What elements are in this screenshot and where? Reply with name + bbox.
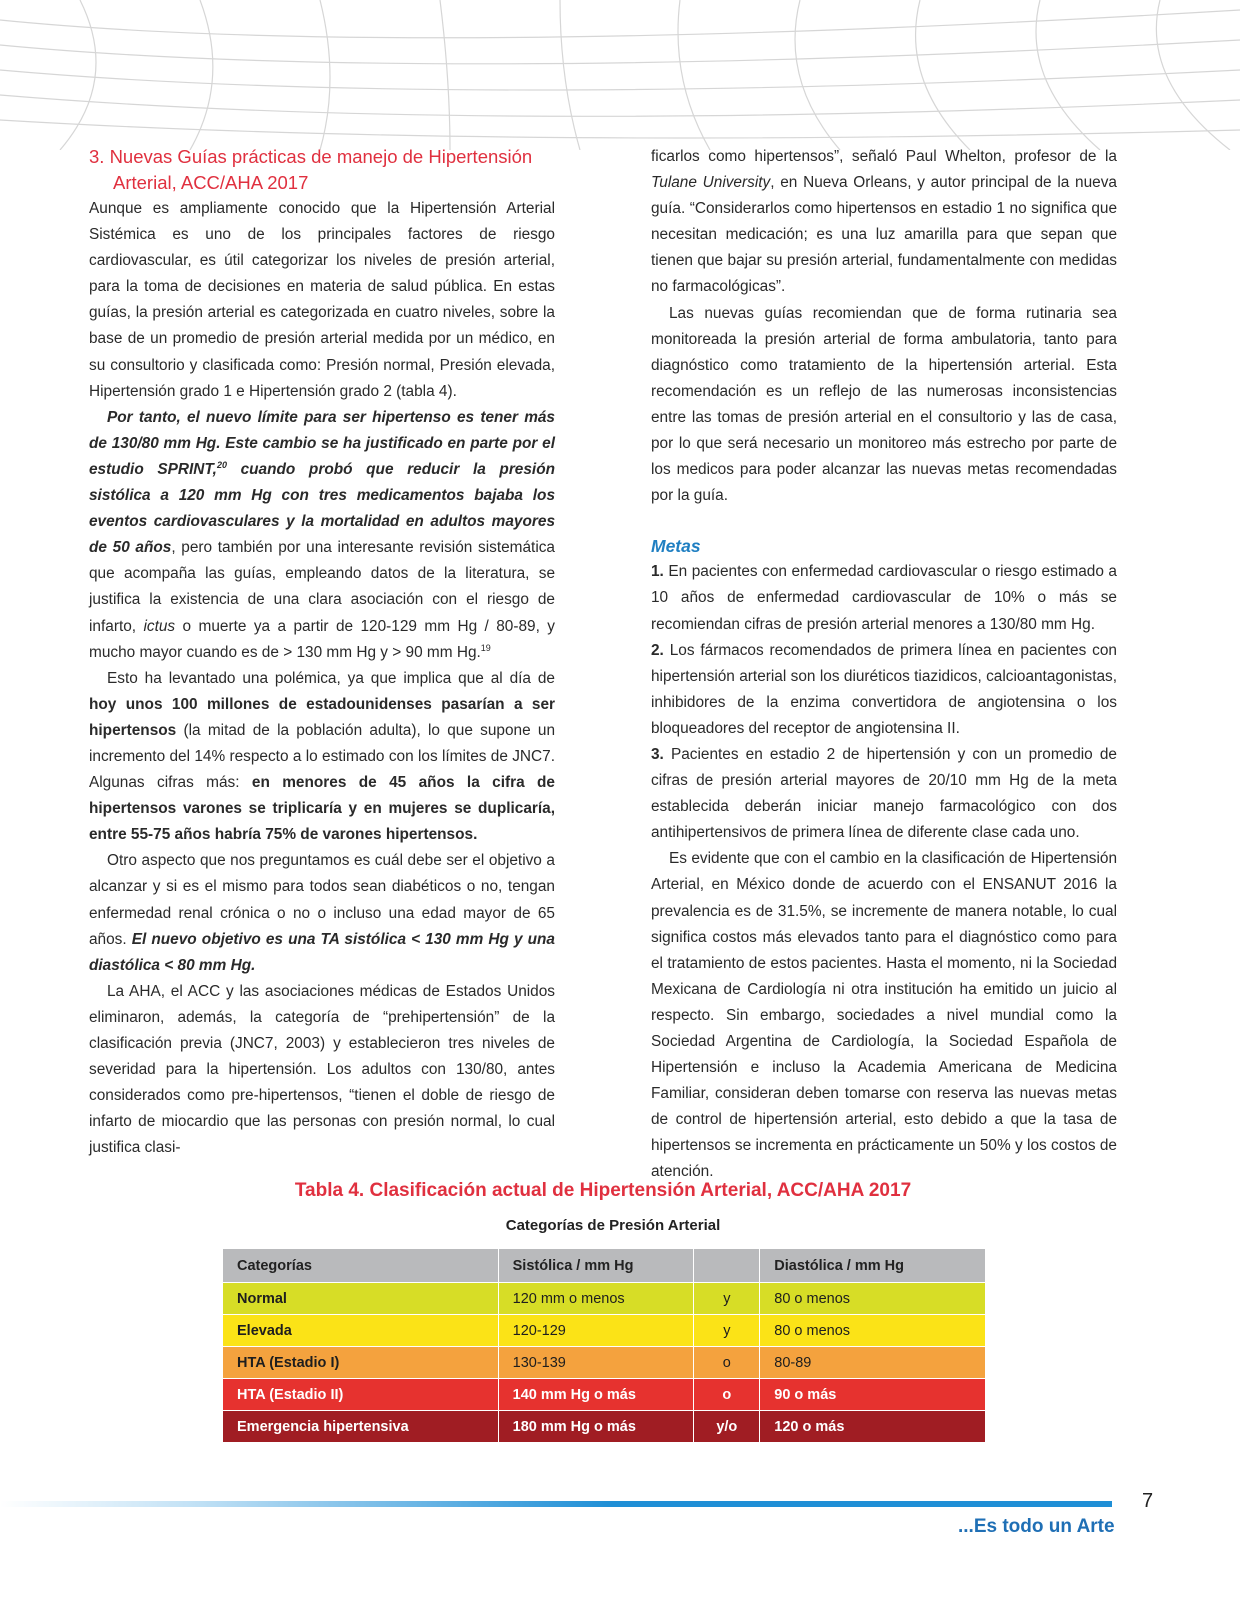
diastolic-cell: 80 o menos <box>760 1283 986 1315</box>
diastolic-cell: 80-89 <box>760 1347 986 1379</box>
table-row <box>223 1347 986 1379</box>
table-row <box>223 1315 986 1347</box>
header-systolic: Sistólica / mm Hg <box>498 1249 694 1283</box>
text-controversy-a: Esto ha levantado una polémica, ya que implica que al día de <box>107 669 555 687</box>
category-cell: Elevada <box>223 1315 499 1347</box>
conjunction-cell: o <box>694 1347 760 1379</box>
table-title: Tabla 4. Clasificación actual de Hipertensión Arterial, ACC/AHA 2017 <box>294 1180 912 1201</box>
paragraph-objective <box>89 848 555 978</box>
systolic-cell: 180 mm Hg o más <box>498 1411 694 1443</box>
diastolic-cell: 120 o más <box>760 1411 986 1443</box>
paragraph-whelton <box>651 144 1117 301</box>
paragraph-aha-acc: La AHA, el ACC y las asociaciones médicas de Estados Unidos eliminaron, además, la categoría de “prehipertensión” de la clasificación previa (JNC7, 2003) y establecieron tres niveles de severidad para la hipertensión. Los adultos con 130/80, antes considerados como pre-hipertensos, “tienen el doble de riesgo de infarto de miocardio que las personas con presión normal, lo cual justifica clasi- <box>89 982 555 1157</box>
table-header-row <box>223 1249 986 1283</box>
category-cell: Normal <box>223 1283 499 1315</box>
bold-figures: en menores de 45 años la cifra de hipertensos varones se triplicaría y en mujeres se duplicaría, entre 55-75 años habría 75% de varones hipertensos. <box>89 774 555 844</box>
section-title-line1: 3. Nuevas Guías prácticas de manejo de Hipertensión <box>89 146 533 167</box>
conjunction-cell: y <box>694 1283 760 1315</box>
table-row <box>223 1411 986 1443</box>
header-conjunction <box>694 1249 760 1283</box>
text-whelton-a: ficarlos como hipertensos”, señaló Paul Whelton, profesor de la <box>651 148 1117 165</box>
diastolic-cell: 90 o más <box>760 1379 986 1411</box>
systolic-cell: 120 mm o menos <box>498 1283 694 1315</box>
systolic-cell: 120-129 <box>498 1315 694 1347</box>
text-controversy-b: (la mitad de la población adulta), lo que supone un incremento del 14% respecto a lo estimado con los límites de JNC7. Algunas cifras más: <box>89 721 555 792</box>
conjunction-cell: o <box>694 1379 760 1411</box>
decorative-grid-background <box>0 0 1240 150</box>
paragraph-controversy <box>89 666 555 849</box>
text-tulane: Tulane University <box>651 174 771 192</box>
section-title <box>89 144 555 196</box>
conjunction-cell: y/o <box>694 1411 760 1443</box>
bold-sprint: cuando probó que reducir la presión sistólica a 120 mm Hg con tres medicamentos bajaba los eventos cardiovasculares y la mortalidad en adultos mayores de 50 años <box>89 460 556 557</box>
header-categories: Categorías <box>223 1249 499 1283</box>
text-death: o muerte ya a partir de 120-129 mm Hg / 80-89, y mucho mayor cuando es de > 130 mm Hg y > 90 mm Hg. <box>89 617 555 661</box>
systolic-cell: 140 mm Hg o más <box>498 1379 694 1411</box>
table-subtitle: Categorías de Presión Arterial <box>505 1217 721 1234</box>
footer-tagline: ...Es todo un Arte <box>958 1516 1115 1537</box>
category-cell: Emergencia hipertensiva <box>223 1411 499 1443</box>
section-title-line2: Arterial, ACC/AHA 2017 <box>113 172 309 193</box>
text-ictus: ictus <box>143 617 176 635</box>
page-number: 7 <box>1142 1490 1154 1512</box>
citation-19: 19 <box>480 642 491 653</box>
paragraph-intro: Aunque es ampliamente conocido que la Hipertensión Arterial Sistémica es uno de los principales factores de riesgo cardiovascular, es útil categorizar los niveles de presión arterial, para la toma de decisiones en materia de salud pública. En estas guías, la presión arterial es categorizada en cuatro niveles, sobre la base de un promedio de presión arterial medida por un médico, en su consultorio y clasificada como: Presión normal, Presión elevada, Hipertensión grado 1 e Hipertensión grado 2 (tabla 4). <box>89 200 555 400</box>
text-whelton-b: , en Nueva Orleans, y autor principal de la nueva guía. “Considerarlos como hipertensos en estadio 1 no significa que necesitan medicación; es una luz amarilla para que sepan que tienen que bajar su presión arterial, fundamentalmente con medidas no farmacológicas”. <box>651 174 1117 296</box>
meta-number-2: 2. <box>651 641 664 659</box>
right-column <box>651 144 1117 1186</box>
text-review: , pero también por una interesante revisión sistemática que acompaña las guías, empleando datos de la literatura, se justifica la existencia de una clara asociación con el riesgo de infarto, <box>89 539 555 635</box>
meta-item-2 <box>651 638 1117 742</box>
left-column <box>89 144 555 1161</box>
diastolic-cell: 80 o menos <box>760 1315 986 1347</box>
paragraph-new-limit <box>89 405 555 666</box>
paragraph-mexico: Es evidente que con el cambio en la clasificación de Hipertensión Arterial, en México donde de acuerdo con el ENSANUT 2016 la prevalencia es de 31.5%, se incremente de manera notable, lo cual significa costos más elevados tanto para el diagnóstico como para el tratamiento de estos pacientes. Hasta el momento, ni la Sociedad Mexicana de Cardiología ni otra institución ha emitido un juicio al respecto. Sin embargo, sociedades a nivel mundial como la Sociedad Argentina de Cardiología, la Sociedad Española de Hipertensión e incluso la Academia Americana de Medicina Familiar, consideran deben tomarse con reserva las nuevas metas de control de hipertensión arterial, esto debido a que la tasa de hipertensos se incrementa en prácticamente un 50% y los costos de atención. <box>651 850 1117 1181</box>
metas-heading: Metas <box>651 536 701 557</box>
paragraph-monitoring: Las nuevas guías recomiendan que de forma rutinaria sea monitoreada la presión arterial de forma ambulatoria, tanto para diagnóstico como tratamiento de la hipertensión arterial. Esta recomendación es un reflejo de las numerosas inconsistencias entre las tomas de presión arterial en el consultorio y las de casa, por lo que será necesario un monitoreo más estrecho por parte de los medicos para poder alcanzar las nuevas metas recomendadas por la guía. <box>651 304 1117 505</box>
meta-item-1 <box>651 559 1117 637</box>
bold-new-limit: Por tanto, el nuevo límite para ser hipertenso es tener más de 130/80 mm Hg. Este cambio se ha justificado en parte por el estudio SPRINT, <box>89 408 555 478</box>
category-cell: HTA (Estadio II) <box>223 1379 499 1411</box>
meta-number-3: 3. <box>651 745 664 763</box>
category-cell: HTA (Estadio I) <box>223 1347 499 1379</box>
table-body <box>223 1283 986 1443</box>
meta-text-3: Pacientes en estadio 2 de hipertensión y con un promedio de cifras de presión arterial mayores de 20/10 mm Hg de la meta establecida deberán iniciar manejo farmacológico con dos antihipertensivos de primera línea de diferente clase cada uno. <box>651 745 1117 842</box>
header-diastolic: Diastólica / mm Hg <box>760 1249 986 1283</box>
table-row <box>223 1379 986 1411</box>
footer-bar <box>0 1501 1112 1507</box>
bold-100-million: hoy unos 100 millones de estadounidenses pasarían a ser hipertensos <box>89 695 555 739</box>
meta-item-3 <box>651 742 1117 846</box>
bold-new-objective: El nuevo objetivo es una TA sistólica < 130 mm Hg y una diastólica < 80 mm Hg. <box>89 930 555 974</box>
blood-pressure-table <box>222 1248 986 1443</box>
meta-text-1: En pacientes con enfermedad cardiovascular o riesgo estimado a 10 años de enfermedad cardiovascular de 10% o más se recomiendan cifras de presión arterial menores a 130/80 mm Hg. <box>651 563 1117 633</box>
meta-number-1: 1. <box>651 563 664 581</box>
table-row <box>223 1283 986 1315</box>
meta-text-2: Los fármacos recomendados de primera línea en pacientes con hipertensión arterial son los diuréticos tiazidicos, calcioantagonistas, inhibidores de la enzima convertidora de angiotensina o los bloqueadores del receptor de angiotensina II. <box>651 641 1117 737</box>
citation-20: 20 <box>216 459 227 470</box>
systolic-cell: 130-139 <box>498 1347 694 1379</box>
text-objective: Otro aspecto que nos preguntamos es cuál debe ser el objetivo a alcanzar y si es el mismo para todos sean diabéticos o no, tengan enfermedad renal crónica o no o incluso una edad mayor de 65 años. <box>89 852 555 948</box>
conjunction-cell: y <box>694 1315 760 1347</box>
